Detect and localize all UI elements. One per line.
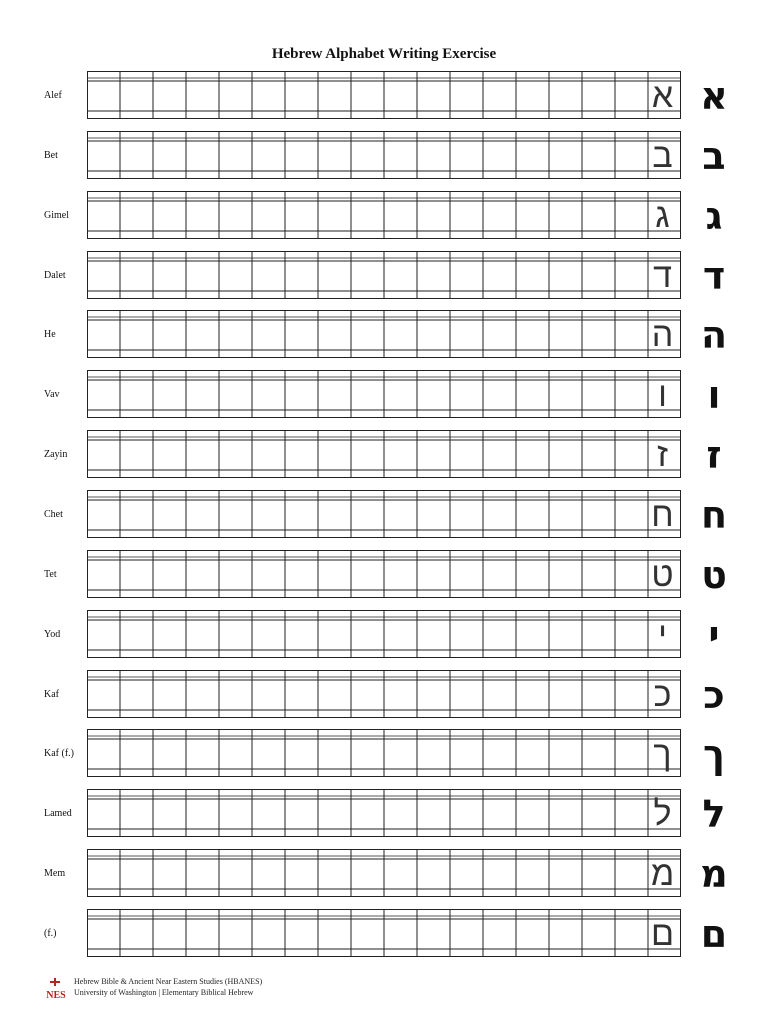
letter-name-label: Mem	[44, 868, 66, 880]
reference-letter: ה	[700, 313, 728, 358]
footer-line-2	[74, 987, 262, 998]
writing-grid	[87, 191, 681, 239]
hbanes-logo-icon	[44, 978, 68, 1000]
writing-grid	[87, 610, 681, 658]
reference-letter: ג	[705, 193, 723, 238]
reference-letter: מ	[700, 852, 728, 897]
writing-grid	[87, 430, 681, 478]
reference-letter: ז	[706, 433, 722, 478]
model-letter-in-grid: א	[651, 76, 674, 116]
model-letter-in-grid: ב	[652, 135, 673, 176]
writing-grid	[87, 131, 681, 179]
reference-letter: י	[708, 612, 720, 657]
model-letter-in-grid: מ	[650, 854, 675, 895]
footer-separator: |	[158, 988, 160, 997]
model-letter-in-grid: ט	[651, 554, 674, 595]
letter-name-label: Lamed	[44, 808, 72, 820]
letter-name-label: He	[44, 329, 56, 341]
letter-name-label: Yod	[44, 628, 61, 640]
model-letter-in-grid: ג	[655, 195, 670, 236]
model-letter-in-grid: ו	[658, 375, 667, 416]
footer-university: University of Washington	[74, 988, 157, 997]
writing-grid	[87, 789, 681, 837]
letter-name-label: Kaf (f.)	[44, 748, 74, 760]
page-title: Hebrew Alphabet Writing Exercise	[271, 46, 497, 62]
writing-grid	[87, 849, 681, 897]
writing-grid	[87, 310, 681, 358]
reference-letter: ך	[703, 732, 725, 777]
model-letter-in-grid: ה	[651, 315, 674, 356]
letter-name-label: Chet	[44, 508, 63, 520]
writing-grid	[87, 251, 681, 299]
model-letter-in-grid: י	[658, 614, 667, 655]
model-letter-in-grid: ז	[657, 435, 668, 476]
writing-grid	[87, 370, 681, 418]
writing-grid	[87, 729, 681, 777]
reference-letter: א	[700, 74, 728, 118]
model-letter-in-grid: ם	[650, 913, 675, 954]
writing-grid	[87, 71, 681, 119]
writing-grid	[87, 490, 681, 538]
model-letter-in-grid: כ	[653, 674, 672, 715]
writing-grid	[87, 670, 681, 718]
model-letter-in-grid: ד	[653, 255, 672, 296]
reference-letter: ב	[702, 133, 726, 178]
writing-grid	[87, 909, 681, 957]
letter-name-label: Tet	[44, 568, 57, 580]
footer-line-1: Hebrew Bible & Ancient Near Eastern Studies (HBANES)	[74, 977, 263, 986]
reference-letter: ד	[702, 253, 726, 298]
letter-name-label: (f.)	[44, 927, 57, 939]
letter-name-label: Zayin	[44, 449, 68, 461]
letter-name-label: Gimel	[44, 209, 69, 221]
letter-name-label: Dalet	[44, 269, 66, 281]
reference-letter: ח	[700, 492, 728, 537]
letter-name-label: Vav	[44, 389, 60, 401]
svg-text:NES: NES	[46, 990, 66, 1000]
model-letter-in-grid: ל	[653, 794, 672, 835]
model-letter-in-grid: ח	[651, 494, 674, 535]
footer-course: Elementary Biblical Hebrew	[161, 988, 254, 997]
reference-letter: כ	[703, 672, 725, 717]
reference-letter: ט	[701, 552, 727, 597]
model-letter-in-grid: ך	[653, 734, 672, 775]
letter-name-label: Kaf	[44, 688, 59, 700]
letter-name-label: Alef	[44, 90, 62, 101]
footer-text	[74, 976, 262, 998]
letter-name-label: Bet	[44, 149, 58, 161]
reference-letter: ו	[707, 373, 721, 418]
reference-letter: ם	[700, 911, 728, 956]
reference-letter: ל	[702, 792, 726, 837]
writing-grid	[87, 550, 681, 598]
